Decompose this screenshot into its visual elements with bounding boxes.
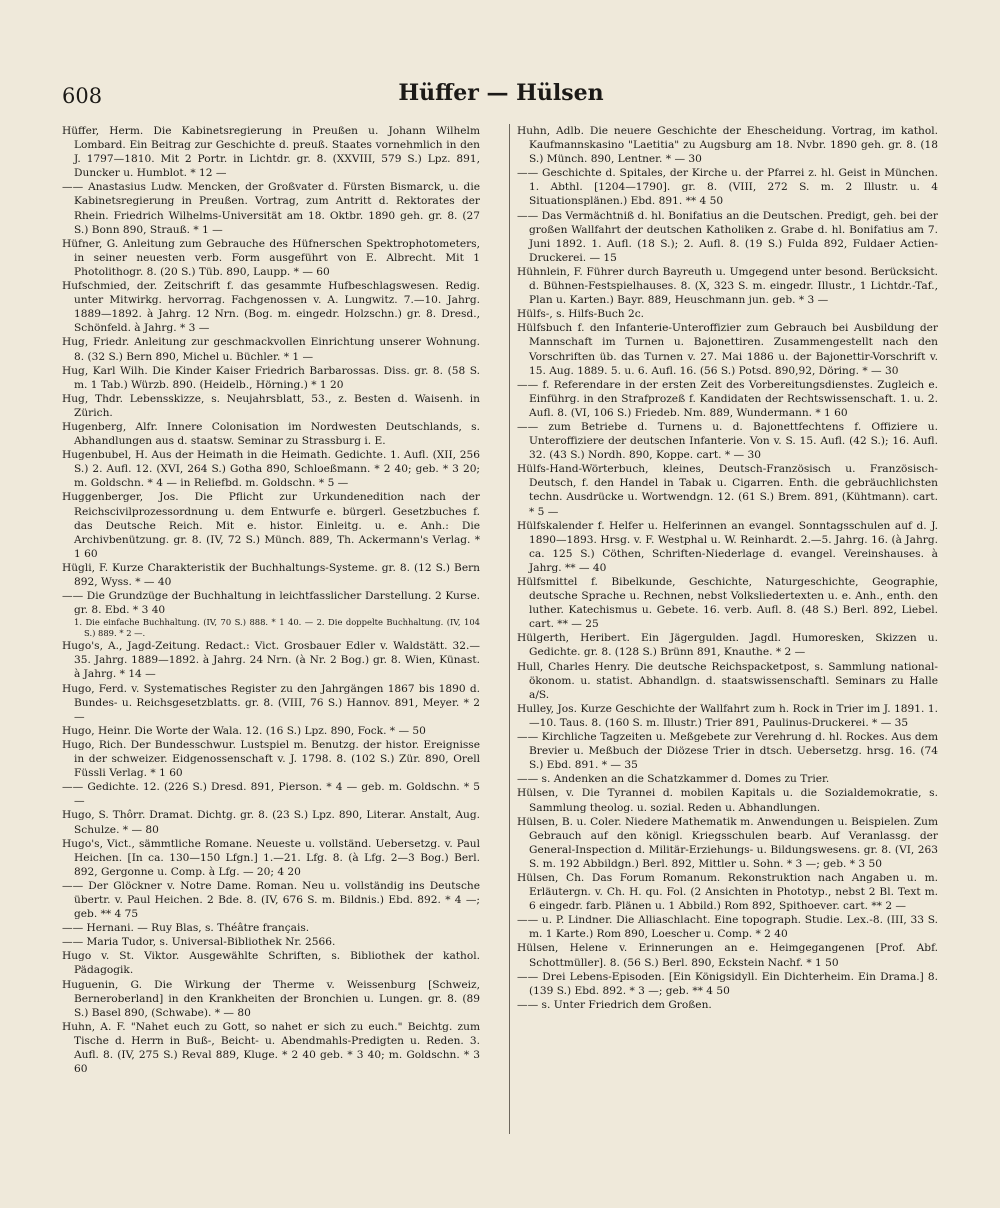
bibliography-entry: Hülfskalender f. Helfer u. Helferinnen an evangel. Sonntagsschulen auf d. J. 1890—1893. Hrsg. v. F. Westphal u. W. Reinhardt. 2.—5. Jahrg. 16. (à Jahrg. ca. 125 S.) Cöthen, Schriften-Niederlage d. evangel. Vereinshauses. à Jahrg. ** — 40 bbox=[517, 519, 938, 574]
bibliography-entry: Huggenberger, Jos. Die Pflicht zur Urkundenedition nach der Reichscivilprozessordnung u. dem Entwurfe e. bürgerl. Gesetzbuches f. das Deutsche Reich. Mit e. histor. Einleitg. u. e. Anh.: Die Archivbenützung. gr. 8. (IV, 72 S.) Münch. 889, Th. Ackermann's Verlag. * 1 60 bbox=[62, 491, 480, 560]
bibliography-entry: Hülfs-, s. Hilfs-Buch 2c. bbox=[517, 308, 645, 321]
bibliography-entry: Hülsen, B. u. Coler. Niedere Mathematik m. Anwendungen u. Beispielen. Zum Gebrauch auf den königl. Kriegsschulen bearb. Auf Veranlassg. der General-Inspection d. Militär-Erziehungs- u. Bildungswesens. gr. 8. (VI, 263 S. m. 192 Abbildgn.) Berl. 892, Mittler u. Sohn. * 3 —; geb. * 3 50 bbox=[517, 815, 938, 870]
right-column bbox=[517, 124, 938, 1134]
bibliography-entry: Huhn, Adlb. Die neuere Geschichte der Ehescheidung. Vortrag, im kathol. Kaufmannskasino "Laetitia" zu Augsburg am 18. Nvbr. 1890 geh. gr. 8. (18 S.) Münch. 890, Lentner. * — 30 bbox=[517, 125, 938, 166]
bibliography-entry: Hügli, F. Kurze Charakteristik der Buchhaltungs-Systeme. gr. 8. (12 S.) Bern 892, Wyss. * — 40 bbox=[62, 561, 480, 588]
left-column bbox=[62, 124, 480, 1134]
bibliography-entry: Huguenin, G. Die Wirkung der Therme v. Weissenburg [Schweiz, Berneroberland] in den Krankheiten der Bronchien u. Lungen. gr. 8. (89 S.) Basel 890, (Schwabe). * — 80 bbox=[62, 978, 480, 1019]
bibliography-entry: Hulley, Jos. Kurze Geschichte der Wallfahrt zum h. Rock in Trier im J. 1891. 1.—10. Taus. 8. (160 S. m. Illustr.) Trier 891, Paulinus-Druckerei. * — 35 bbox=[517, 702, 938, 729]
bibliography-entry: Hugo, Ferd. v. Systematisches Register zu den Jahrgängen 1867 bis 1890 d. Bundes- u. Reichsgesetzblatts. gr. 8. (VIII, 76 S.) Hannov. 891, Meyer. * 2 — bbox=[62, 682, 480, 723]
bibliography-entry: Hugo, Heinr. Die Worte der Wala. 12. (16 S.) Lpz. 890, Fock. * — 50 bbox=[62, 724, 426, 737]
column-divider bbox=[509, 124, 510, 1134]
running-head: Hüffer — Hülsen bbox=[398, 80, 604, 106]
bibliography-entry: Hülfs-Hand-Wörterbuch, kleines, Deutsch-Französisch u. Französisch-Deutsch, f. den Handel in Tabak u. Cigarren. Enth. die gebräuchlichsten techn. Ausdrücke u. Wortwendgn. 12. (61 S.) Brem. 891, (Kühtmann). cart. * 5 — bbox=[517, 463, 938, 518]
page-number: 608 bbox=[62, 84, 103, 108]
bibliography-entry: Hug, Thdr. Lebensskizze, s. Neujahrsblatt, 53., z. Besten d. Waisenh. in Zürich. bbox=[62, 392, 480, 419]
bibliography-entry: —— Anastasius Ludw. Mencken, der Großvater d. Fürsten Bismarck, u. die Kabinetsregierung in Preußen. Vortrag, zum Antritt d. Rektorates der Rhein. Friedrich Wilhelms-Universität am 18. Oktbr. 1890 geh. gr. 8. (27 S.) Bonn 890, Strauß. * 1 — bbox=[62, 181, 480, 236]
bibliography-entry: Hülsen, v. Die Tyrannei d. mobilen Kapitals u. die Sozialdemokratie, s. Sammlung theolog. u. sozial. Reden u. Abhandlungen. bbox=[517, 787, 938, 814]
bibliography-entry: —— Maria Tudor, s. Universal-Bibliothek Nr. 2566. bbox=[62, 936, 336, 949]
bibliography-entry: Hüffer, Herm. Die Kabinetsregierung in Preußen u. Johann Wilhelm Lombard. Ein Beitrag zur Geschichte d. preuß. Staates vornehmlich in den J. 1797—1810. Mit 2 Portr. in Lichtdr. gr. 8. (XXVIII, 579 S.) Lpz. 891, Duncker u. Humblot. * 12 — bbox=[62, 125, 480, 180]
bibliography-entry: —— Kirchliche Tagzeiten u. Meßgebete zur Verehrung d. hl. Rockes. Aus dem Brevier u. Meßbuch der Diözese Trier in dtsch. Uebersetzg. hrsg. 16. (74 S.) Ebd. 891. * — 35 bbox=[517, 731, 938, 772]
bibliography-entry: —— Das Vermächtniß d. hl. Bonifatius an die Deutschen. Predigt, geh. bei der großen Wallfahrt der deutschen Katholiken z. Grabe d. hl. Bonifatius am 7. Juni 1892. 1. Aufl. (18 S.); 2. Aufl. 8. (19 S.) Fulda 892, Fuldaer Actien-Druckerei. — 15 bbox=[517, 209, 938, 264]
bibliography-entry: Hufschmied, der. Zeitschrift f. das gesammte Hufbeschlagswesen. Redig. unter Mitwirkg. hervorrag. Fachgenossen v. A. Lungwitz. 7.—10. Jahrg. 1889—1892. à Jahrg. 12 Nrn. (Bog. m. eingedr. Holzschn.) gr. 8. Dresd., Schönfeld. à Jahrg. * 3 — bbox=[62, 280, 480, 335]
bibliography-entry: Hülsen, Helene v. Erinnerungen an e. Heimgegangenen [Prof. Abf. Schottmüller]. 8. (56 S.) Berl. 890, Eckstein Nachf. * 1 50 bbox=[517, 942, 938, 969]
bibliography-entry: —— u. P. Lindner. Die Alliaschlacht. Eine topograph. Studie. Lex.-8. (III, 33 S. m. 1 Karte.) Rom 890, Loescher u. Comp. * 2 40 bbox=[517, 914, 938, 941]
bibliography-entry: Hull, Charles Henry. Die deutsche Reichspacketpost, s. Sammlung national-ökonom. u. statist. Abhandlgn. d. staatswissenschaftl. Seminars zu Halle a/S. bbox=[517, 660, 938, 701]
bibliography-entry: Hülsen, Ch. Das Forum Romanum. Rekonstruktion nach Angaben u. m. Erläutergn. v. Ch. H. qu. Fol. (2 Ansichten in Phototyp., nebst 2 Bl. Text m. 6 eingedr. farb. Plänen u. 1 Abbild.) Rom 892, Spithoever. cart. ** 2 — bbox=[517, 871, 938, 913]
bibliography-entry: Hüfner, G. Anleitung zum Gebrauche des Hüfnerschen Spektrophotometers, in seiner neuesten verb. Form ausgeführt von E. Albrecht. Mit 1 Photolithogr. 8. (20 S.) Tüb. 890, Laupp. * — 60 bbox=[62, 237, 480, 278]
bibliography-entry: —— Geschichte d. Spitales, der Kirche u. der Pfarrei z. hl. Geist in München. 1. Abthl. [1204—1790]. gr. 8. (VIII, 272 S. m. 2 Illustr. u. 4 Situationsplänen.) Ebd. 891. ** 4 50 bbox=[517, 167, 938, 208]
bibliography-entry: —— Gedichte. 12. (226 S.) Dresd. 891, Pierson. * 4 — geb. m. Goldschn. * 5 — bbox=[62, 781, 480, 808]
bibliography-entry: Hugo's, A., Jagd-Zeitung. Redact.: Vict. Grosbauer Edler v. Waldstätt. 32.—35. Jahrg. 1889—1892. à Jahrg. 24 Nrn. (à Nr. 2 Bog.) gr. 8. Wien, Künast. à Jahrg. * 14 — bbox=[62, 640, 480, 681]
bibliography-entry: —— Die Grundzüge der Buchhaltung in leichtfasslicher Darstellung. 2 Kurse. gr. 8. Ebd. * 3 40 bbox=[62, 590, 480, 617]
bibliography-entry: —— Drei Lebens-Episoden. [Ein Königsidyll. Ein Dichterheim. Ein Drama.] 8. (139 S.) Ebd. 892. * 3 —; geb. ** 4 50 bbox=[517, 970, 938, 997]
bibliography-entry: Hug, Karl Wilh. Die Kinder Kaiser Friedrich Barbarossas. Diss. gr. 8. (58 S. m. 1 Tab.) Würzb. 890. (Heidelb., Hörning.) * 1 20 bbox=[62, 364, 480, 391]
bibliography-entry: Huhn, A. F. "Nahet euch zu Gott, so nahet er sich zu euch." Beichtg. zum Tische d. Herrn in Buß-, Beicht- u. Abendmahls-Predigten u. Reden. 3. Aufl. 8. (IV, 275 S.) Reval 889, Kluge. * 2 40 geb. * 3 40; m. Goldschn. * 3 60 bbox=[62, 1020, 480, 1076]
bibliography-entry: —— Hernani. — Ruy Blas, s. Théâtre français. bbox=[62, 922, 310, 935]
bibliography-entry: Hugo v. St. Viktor. Ausgewählte Schriften, s. Bibliothek der kathol. Pädagogik. bbox=[62, 950, 480, 977]
bibliography-entry: Hug, Friedr. Anleitung zur geschmackvollen Einrichtung unserer Wohnung. 8. (32 S.) Bern 890, Michel u. Büchler. * 1 — bbox=[62, 336, 480, 363]
bibliography-entry: Hugo, Rich. Der Bundesschwur. Lustspiel m. Benutzg. der histor. Ereignisse in der schweizer. Eidgenossenschaft v. J. 1798. 8. (102 S.) Zür. 890, Orell Füssli Verlag. * 1 60 bbox=[62, 738, 480, 780]
bibliography-entry: Hugo's, Vict., sämmtliche Romane. Neueste u. vollständ. Uebersetzg. v. Paul Heichen. [In ca. 130—150 Lfgn.] 1.—21. Lfg. 8. (à Lfg. 2—3 Bog.) Berl. 892, Gergonne u. Comp. à Lfg. — 20; 4 20 bbox=[62, 837, 480, 878]
bibliography-entry: —— s. Unter Friedrich dem Großen. bbox=[517, 998, 712, 1011]
bibliography-entry: Hugenbubel, H. Aus der Heimath in die Heimath. Gedichte. 1. Aufl. (XII, 256 S.) 2. Aufl. 12. (XVI, 264 S.) Gotha 890, Schloeßmann. * 2 40; geb. * 3 20; m. Goldschn. * 4 — in Reliefbd. m. Goldschn. * 5 — bbox=[62, 449, 480, 490]
bibliography-entry: Hülgerth, Heribert. Ein Jägergulden. Jagdl. Humoresken, Skizzen u. Gedichte. gr. 8. (128 S.) Brünn 891, Knauthe. * 2 — bbox=[517, 632, 938, 659]
bibliography-entry: 1. Die einfache Buchhaltung. (IV, 70 S.) 888. * 1 40. — 2. Die doppelte Buchhaltung. (IV, 104 S.) 889. * 2 —. bbox=[74, 617, 480, 639]
bibliography-entry: Hugo, S. Thôrr. Dramat. Dichtg. gr. 8. (23 S.) Lpz. 890, Literar. Anstalt, Aug. Schulze. * — 80 bbox=[62, 809, 480, 836]
bibliography-entry: —— zum Betriebe d. Turnens u. d. Bajonettfechtens f. Offiziere u. Unteroffiziere der deutschen Infanterie. Von v. S. 15. Aufl. (42 S.); 16. Aufl. 32. (43 S.) Nordh. 890, Koppe. cart. * — 30 bbox=[517, 420, 938, 462]
bibliography-entry: —— s. Andenken an die Schatzkammer d. Domes zu Trier. bbox=[517, 773, 830, 786]
bibliography-entry: Hülfsbuch f. den Infanterie-Unteroffizier zum Gebrauch bei Ausbildung der Mannschaft im Turnen u. Bajonettiren. Zusammengestellt nach den Vorschriften üb. das Turnen v. 27. Mai 1886 u. der Bajonettir-Vorschrift v. 15. Aug. 1889. 5. u. 6. Aufl. 16. (56 S.) Potsd. 890,92, Döring. * — 30 bbox=[517, 322, 938, 377]
bibliography-entry: —— Der Glöckner v. Notre Dame. Roman. Neu u. vollständig ins Deutsche übertr. v. Paul Heichen. 2 Bde. 8. (IV, 676 S. m. Bildnis.) Ebd. 892. * 4 —; geb. ** 4 75 bbox=[62, 879, 480, 921]
page-header bbox=[62, 80, 940, 116]
bibliography-entry: —— f. Referendare in der ersten Zeit des Vorbereitungsdienstes. Zugleich e. Einführg. in den Strafprozeß f. Kandidaten der Rechtswissenschaft. 1. u. 2. Aufl. 8. (VI, 106 S.) Friedeb. Nm. 889, Wundermann. * 1 60 bbox=[517, 378, 938, 419]
bibliography-entry: Hülfsmittel f. Bibelkunde, Geschichte, Naturgeschichte, Geographie, deutsche Sprache u. Rechnen, nebst Volksliedertexten u. e. Anh., enth. den luther. Katechismus u. Gebete. 16. verb. Aufl. 8. (48 S.) Berl. 892, Liebel. cart. ** — 25 bbox=[517, 576, 938, 631]
bibliography-entry: Hühnlein, F. Führer durch Bayreuth u. Umgegend unter besond. Berücksicht. d. Bühnen-Festspielhauses. 8. (X, 323 S. m. eingedr. Illustr., 1 Lichtdr.-Taf., Plan u. Karten.) Bayr. 889, Heuschmann jun. geb. * 3 — bbox=[517, 265, 938, 307]
bibliography-entry: Hugenberg, Alfr. Innere Colonisation im Nordwesten Deutschlands, s. Abhandlungen aus d. staatsw. Seminar zu Strassburg i. E. bbox=[62, 420, 480, 448]
